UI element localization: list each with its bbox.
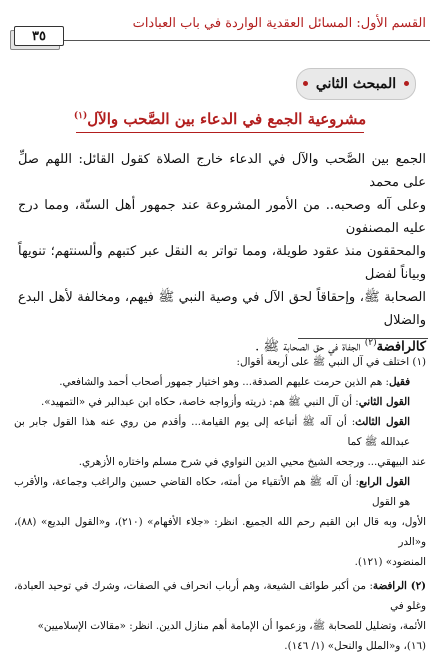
heading-underline [76,132,364,133]
header-title: القسم الأول: المسائل العقدية الواردة في باب العبادات [132,16,426,31]
footnote-text: : أن آل النبي ﷺ هم: ذريته وأزواجه خاصة، حكاه ابن عبدالبر في «التمهيد». [40,396,359,408]
header-rule [32,40,430,41]
section-badge-label: المبحث الثاني [315,76,397,92]
footnote-label: فقيل [388,376,410,388]
body-line-2: وعلى آله وصحبه.. من الأمور المشروعة عند جمهور أهل السنّة، ومما درج عليه المصنفون [18,198,426,236]
footnote-1-opinion-4-end: المنضود» (١٢١). [354,556,426,568]
footnote-text: : من أكبر طوائف الشيعة، وهم أرباب انحراف في الصفات، وشرك في توحيد العبادة، وغلو في [14,580,426,612]
section-badge [296,68,416,100]
footnote-text: : أن آله ﷺ أتباعه إلى يوم القيامة... وأقدم من روي عنه هذا القول جابر بن عبدالله ﷺ كما [14,416,410,448]
footnotes [14,352,426,656]
body-line-1: الجمع بين الصَّحب والآل في الدعاء خارج الصلاة كقول القائل: اللهم صلِّ على محمد [18,152,426,190]
footnote-1-opinion-4-cont: الأول، وبه قال ابن القيم رحم الله الجميع. انظر: «جلاء الأفهام» (٢١٠)، و«القول البديع» (٨٨)، و«الدر [14,516,426,548]
footnote-separator [298,338,428,339]
body-line-4: الصحابة ﷺ، وإحقاقاً لحق الآل في وصية النبي ﷺ فيهم، ومخالفة لأهل البدع والضلال [18,290,426,328]
badge-dot-left-icon [303,81,308,86]
footnote-label: القول الثالث [355,416,410,428]
page-header [14,6,430,50]
section-heading-text: مشروعية الجمع في الدعاء بين الصَّحب والآل [87,110,367,128]
section-heading [20,110,420,128]
footnote-1-opinion-1 [14,372,426,392]
footnote-2 [14,576,426,616]
footnote-label: القول الرابع [358,476,410,488]
page-number: ٣٥ [14,26,64,46]
footnote-1-intro: (١) اختلف في آل النبي ﷺ على أربعة أقوال: [236,356,426,368]
footnote-label: القول الثاني [358,396,410,408]
badge-dot-right-icon [404,81,409,86]
footnote-text: : هم الذين حرمت عليهم الصدقة... وهو اختيار جمهور أصحاب أحمد والشافعي. [59,376,389,388]
footnote-1-opinion-4 [14,472,426,512]
footnote-label: (٢) الرافضة [372,580,427,592]
body-footnote-ref: (٢) [364,338,377,348]
footnote-2-cont: الأئمة، وتضليل للصحابة ﷺ، وزعموا أن الإمامة أهم منازل الدين. انظر: «مقالات الإسلاميين» [37,620,426,632]
footnote-1-opinion-2 [14,392,426,412]
body-bold-term: كالرافضة [376,339,426,355]
body-line-5-rest: الجفاة في حق الصحابة ﷺ . [255,339,365,355]
footnote-1-opinion-3-cont: عند البيهقي... ورجحه الشيخ محيي الدين النواوي في شرح مسلم واختاره الأزهري. [78,456,426,468]
body-line-3: والمحققون منذ عقود طويلة، ومما تواتر به النقل عبر كتبهم وألسنتهم؛ تنويهاً وبياناً لفضل [18,244,426,282]
footnote-1-opinion-3 [14,412,426,452]
body-paragraph [18,148,426,358]
footnote-2-end: (١٦)، و«الملل والنحل» (١/ ١٤٦). [284,640,426,652]
section-heading-footnote-ref: (١) [73,111,88,121]
footnote-text: : أن آله ﷺ هم الأتقياء من أمته، حكاه القاضي حسين والراغب وجماعة، والأقرب هو القول [14,476,410,508]
